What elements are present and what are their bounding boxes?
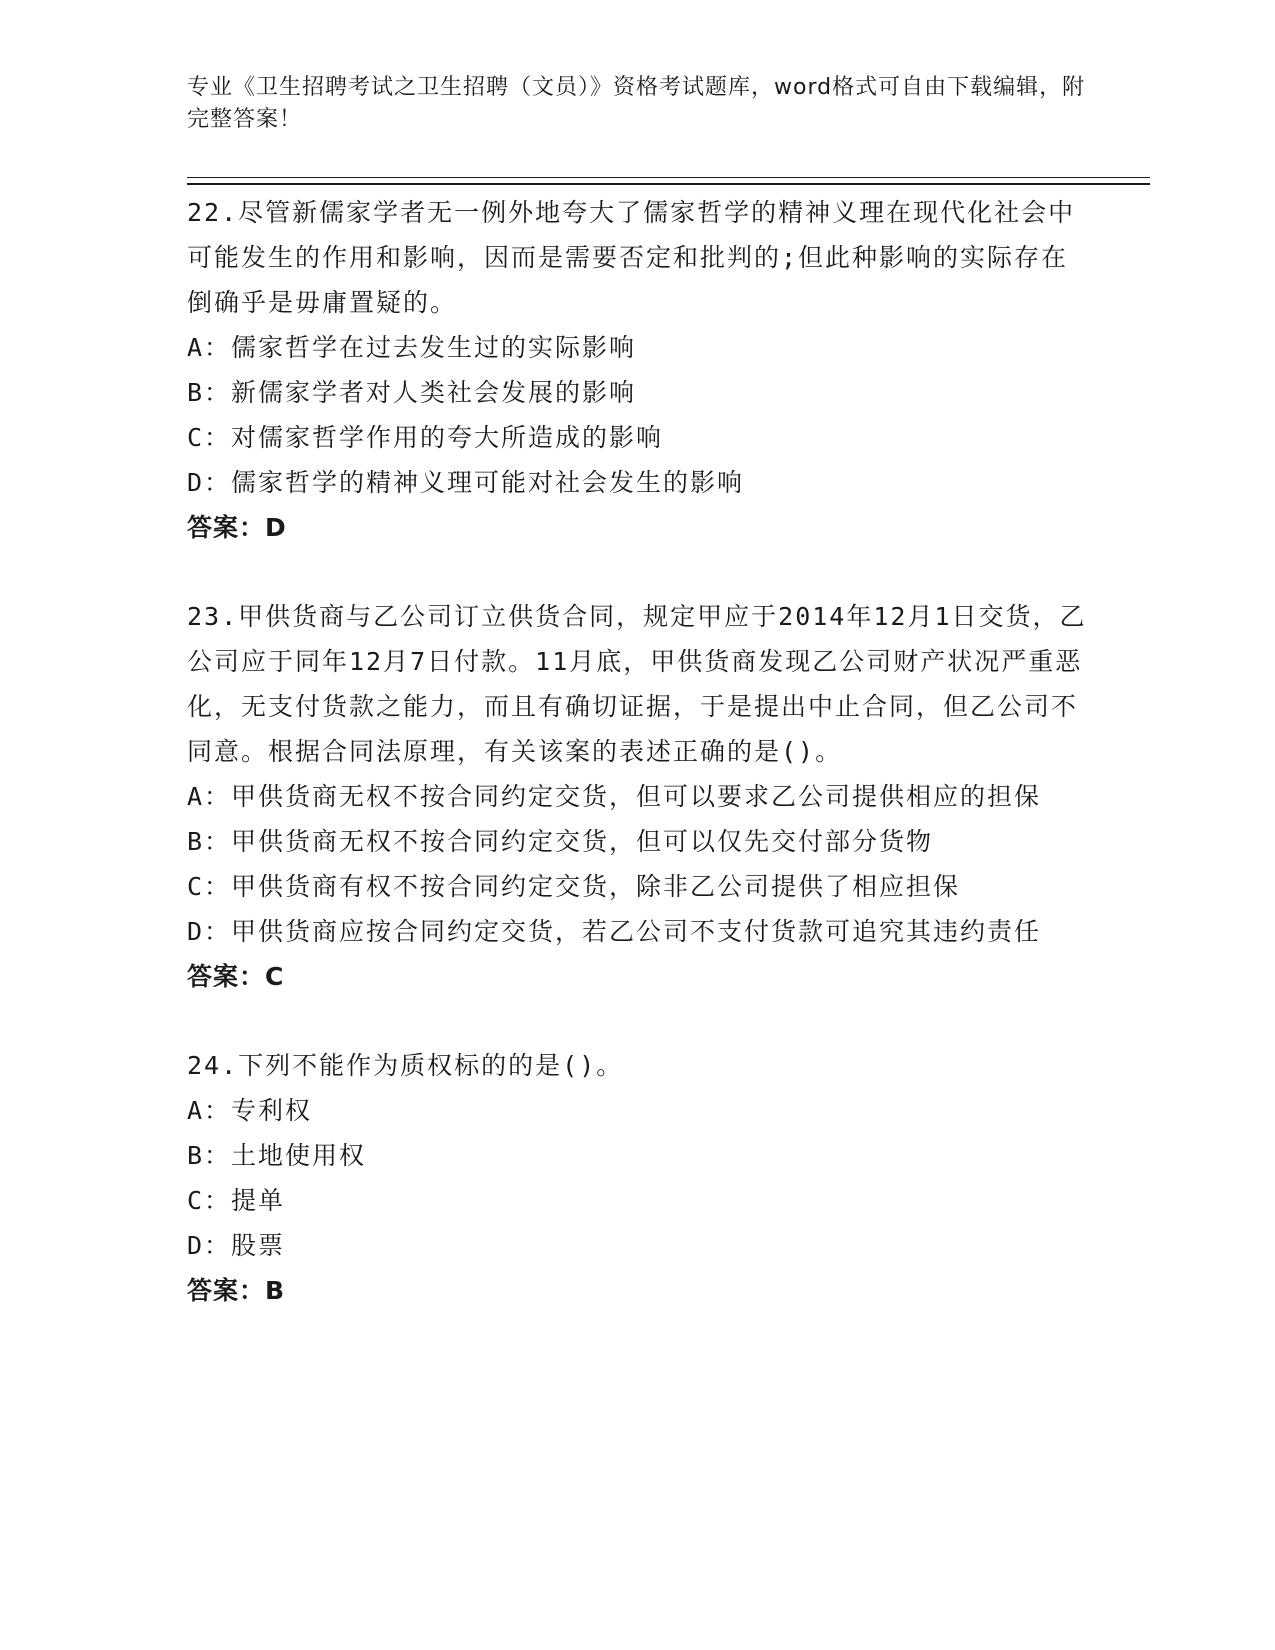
option-d: D：甲供货商应按合同约定交货，若乙公司不支付货款可追究其违约责任 — [187, 917, 1042, 946]
option-a: A：甲供货商无权不按合同约定交货，但可以要求乙公司提供相应的担保 — [187, 782, 1042, 811]
answer-label: 答案：D — [187, 513, 287, 542]
option-b: B：新儒家学者对人类社会发展的影响 — [187, 378, 637, 407]
question-spacer — [187, 550, 1092, 594]
question-spacer — [187, 999, 1092, 1043]
document-header: 专业《卫生招聘考试之卫生招聘（文员）》资格考试题库，word格式可自由下载编辑，附完整答案！ — [187, 75, 1086, 132]
option-a: A：儒家哲学在过去发生过的实际影响 — [187, 333, 637, 362]
option-b: B：甲供货商无权不按合同约定交货，但可以仅先交付部分货物 — [187, 827, 934, 856]
option-a: A：专利权 — [187, 1096, 313, 1125]
option-d: D：儒家哲学的精神义理可能对社会发生的影响 — [187, 468, 745, 497]
question-22 — [187, 190, 1092, 550]
header-rule-thin — [187, 177, 1150, 178]
question-24 — [187, 1043, 1092, 1313]
option-c: C：甲供货商有权不按合同约定交货，除非乙公司提供了相应担保 — [187, 872, 961, 901]
option-b: B：土地使用权 — [187, 1141, 367, 1170]
question-23 — [187, 594, 1092, 999]
answer-label: 答案：B — [187, 1276, 286, 1305]
question-stem: 24.下列不能作为质权标的的是()。 — [187, 1051, 624, 1080]
question-stem: 22.尽管新儒家学者无一例外地夸大了儒家哲学的精神义理在现代化社会中可能发生的作用和影响，因而是需要否定和批判的;但此种影响的实际存在倒确乎是毋庸置疑的。 — [187, 198, 1076, 317]
answer-label: 答案：C — [187, 962, 285, 991]
question-list — [187, 190, 1092, 1313]
question-stem: 23.甲供货商与乙公司订立供货合同，规定甲应于2014年12月1日交货，乙公司应于同年12月7日付款。11月底，甲供货商发现乙公司财产状况严重恶化，无支付货款之能力，而且有确切证据，于是提出中止合同，但乙公司不同意。根据合同法原理，有关该案的表述正确的是()。 — [187, 602, 1087, 766]
option-c: C：提单 — [187, 1186, 286, 1215]
option-c: C：对儒家哲学作用的夸大所造成的影响 — [187, 423, 664, 452]
header-rule-thick — [187, 183, 1150, 185]
option-d: D：股票 — [187, 1231, 286, 1260]
